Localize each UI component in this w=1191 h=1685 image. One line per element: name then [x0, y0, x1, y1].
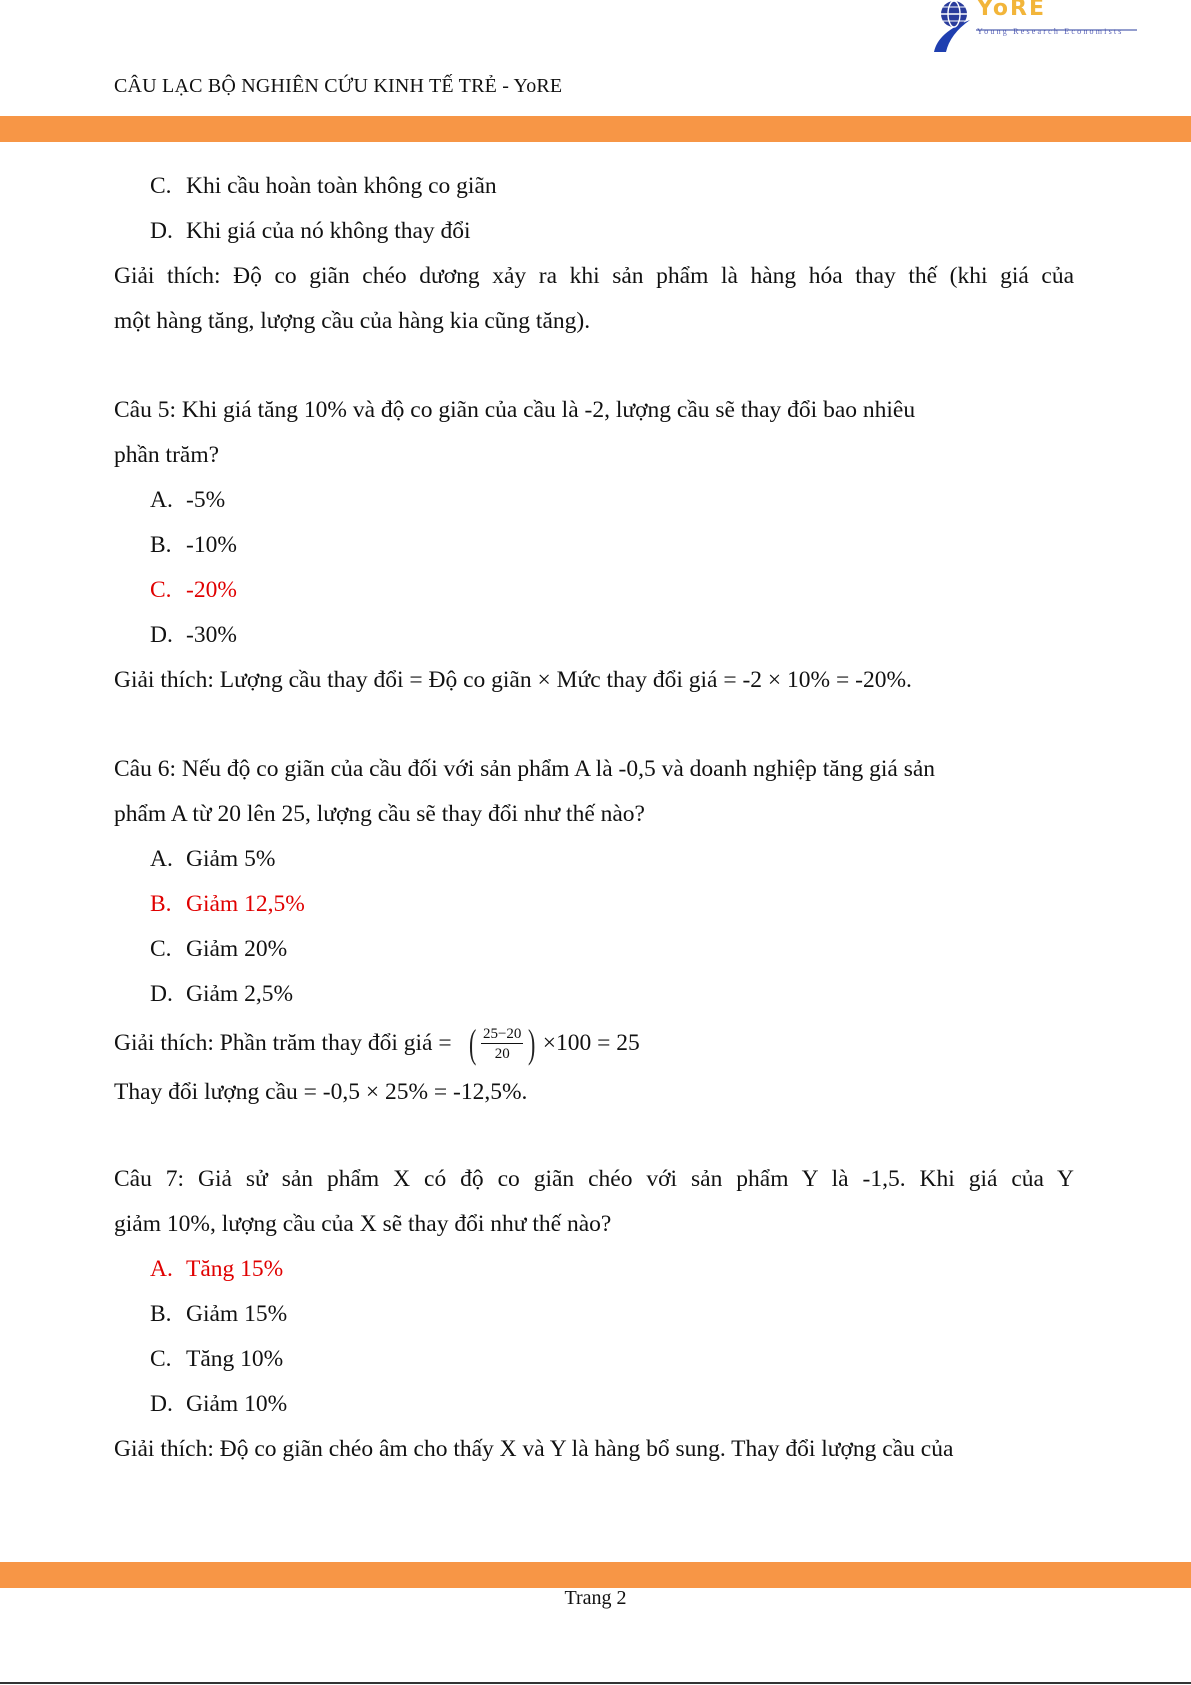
q6-explanation-line2: Thay đổi lượng cầu = -0,5 × 25% = -12,5%.	[114, 1079, 528, 1105]
fraction-denominator: 20	[494, 1045, 510, 1062]
q5-option-a: A. -5%	[150, 487, 226, 513]
q5-question-line1: Câu 5: Khi giá tăng 10% và độ co giãn của cầu là -2, lượng cầu sẽ thay đổi bao nhiêu	[114, 397, 916, 423]
q7-option-c: C. Tăng 10%	[150, 1346, 284, 1372]
left-paren: (	[468, 1020, 476, 1066]
document-body	[114, 164, 1074, 1472]
fraction-numerator: 25−20	[482, 1025, 522, 1042]
q7-option-a-correct: A. Tăng 15%	[150, 1256, 284, 1282]
q4-explanation-line2: một hàng tăng, lượng cầu của hàng kia cũng tăng).	[114, 308, 591, 334]
q6-formula-rest: ×100 = 25	[542, 1030, 640, 1056]
q7-option-b: B. Giảm 15%	[150, 1301, 288, 1327]
q5-option-d: D. -30%	[150, 622, 237, 648]
q7-option-d: D. Giảm 10%	[150, 1391, 288, 1417]
yore-logo	[932, 0, 1140, 56]
header-band	[0, 116, 1191, 142]
percent-change-fraction	[466, 1020, 539, 1066]
q5-question-line2: phần trăm?	[114, 442, 220, 468]
q7-question-line2: giảm 10%, lượng cầu của X sẽ thay đổi như thế nào?	[114, 1211, 612, 1237]
footer-band	[0, 1562, 1191, 1588]
q6-question-line2: phẩm A từ 20 lên 25, lượng cầu sẽ thay đổi như thế nào?	[114, 801, 645, 827]
q4-option-c: C. Khi cầu hoàn toàn không co giãn	[150, 173, 497, 199]
spacer	[114, 703, 1074, 747]
q7-explanation: Giải thích: Độ co giãn chéo âm cho thấy X và Y là hàng bổ sung. Thay đổi lượng cầu của	[114, 1436, 954, 1462]
q6-option-b-correct: B. Giảm 12,5%	[150, 891, 305, 917]
q7-question-line1: Câu 7: Giả sử sản phẩm X có độ co giãn chéo với sản phẩm Y là -1,5. Khi giá của Y	[114, 1166, 1074, 1192]
q4-explanation-line1: Giải thích: Độ co giãn chéo dương xảy ra khi sản phẩm là hàng hóa thay thế (khi giá của	[114, 263, 1074, 289]
page-number: Trang 2	[564, 1587, 627, 1609]
q6-question-line1: Câu 6: Nếu độ co giãn của cầu đối với sản phẩm A là -0,5 và doanh nghiệp tăng giá sản	[114, 756, 936, 782]
spacer	[114, 1115, 1074, 1157]
q6-option-c: C. Giảm 20%	[150, 936, 288, 962]
spacer	[114, 344, 1074, 388]
logo-wordmark: YoRE	[977, 0, 1046, 21]
q5-explanation: Giải thích: Lượng cầu thay đổi = Độ co giãn × Mức thay đổi giá = -2 × 10% = -20%.	[114, 667, 912, 693]
q4-option-d: D. Khi giá của nó không thay đổi	[150, 218, 471, 244]
q6-explanation-formula	[114, 1017, 1074, 1070]
page-header-title: CÂU LẠC BỘ NGHIÊN CỨU KINH TẾ TRẺ - YoRE	[114, 75, 563, 97]
q5-option-b: B. -10%	[150, 532, 237, 558]
q6-option-d: D. Giảm 2,5%	[150, 981, 294, 1007]
logo-tagline: Young Research Economists	[977, 27, 1124, 36]
q6-option-a: A. Giảm 5%	[150, 846, 276, 872]
q5-option-c-correct: C. -20%	[150, 577, 237, 603]
right-paren: )	[528, 1020, 536, 1066]
fraction	[481, 1025, 523, 1063]
bottom-divider	[0, 1682, 1191, 1684]
q6-explanation-prefix: Giải thích: Phần trăm thay đổi giá =	[114, 1030, 452, 1056]
logo-rule	[932, 0, 1140, 56]
